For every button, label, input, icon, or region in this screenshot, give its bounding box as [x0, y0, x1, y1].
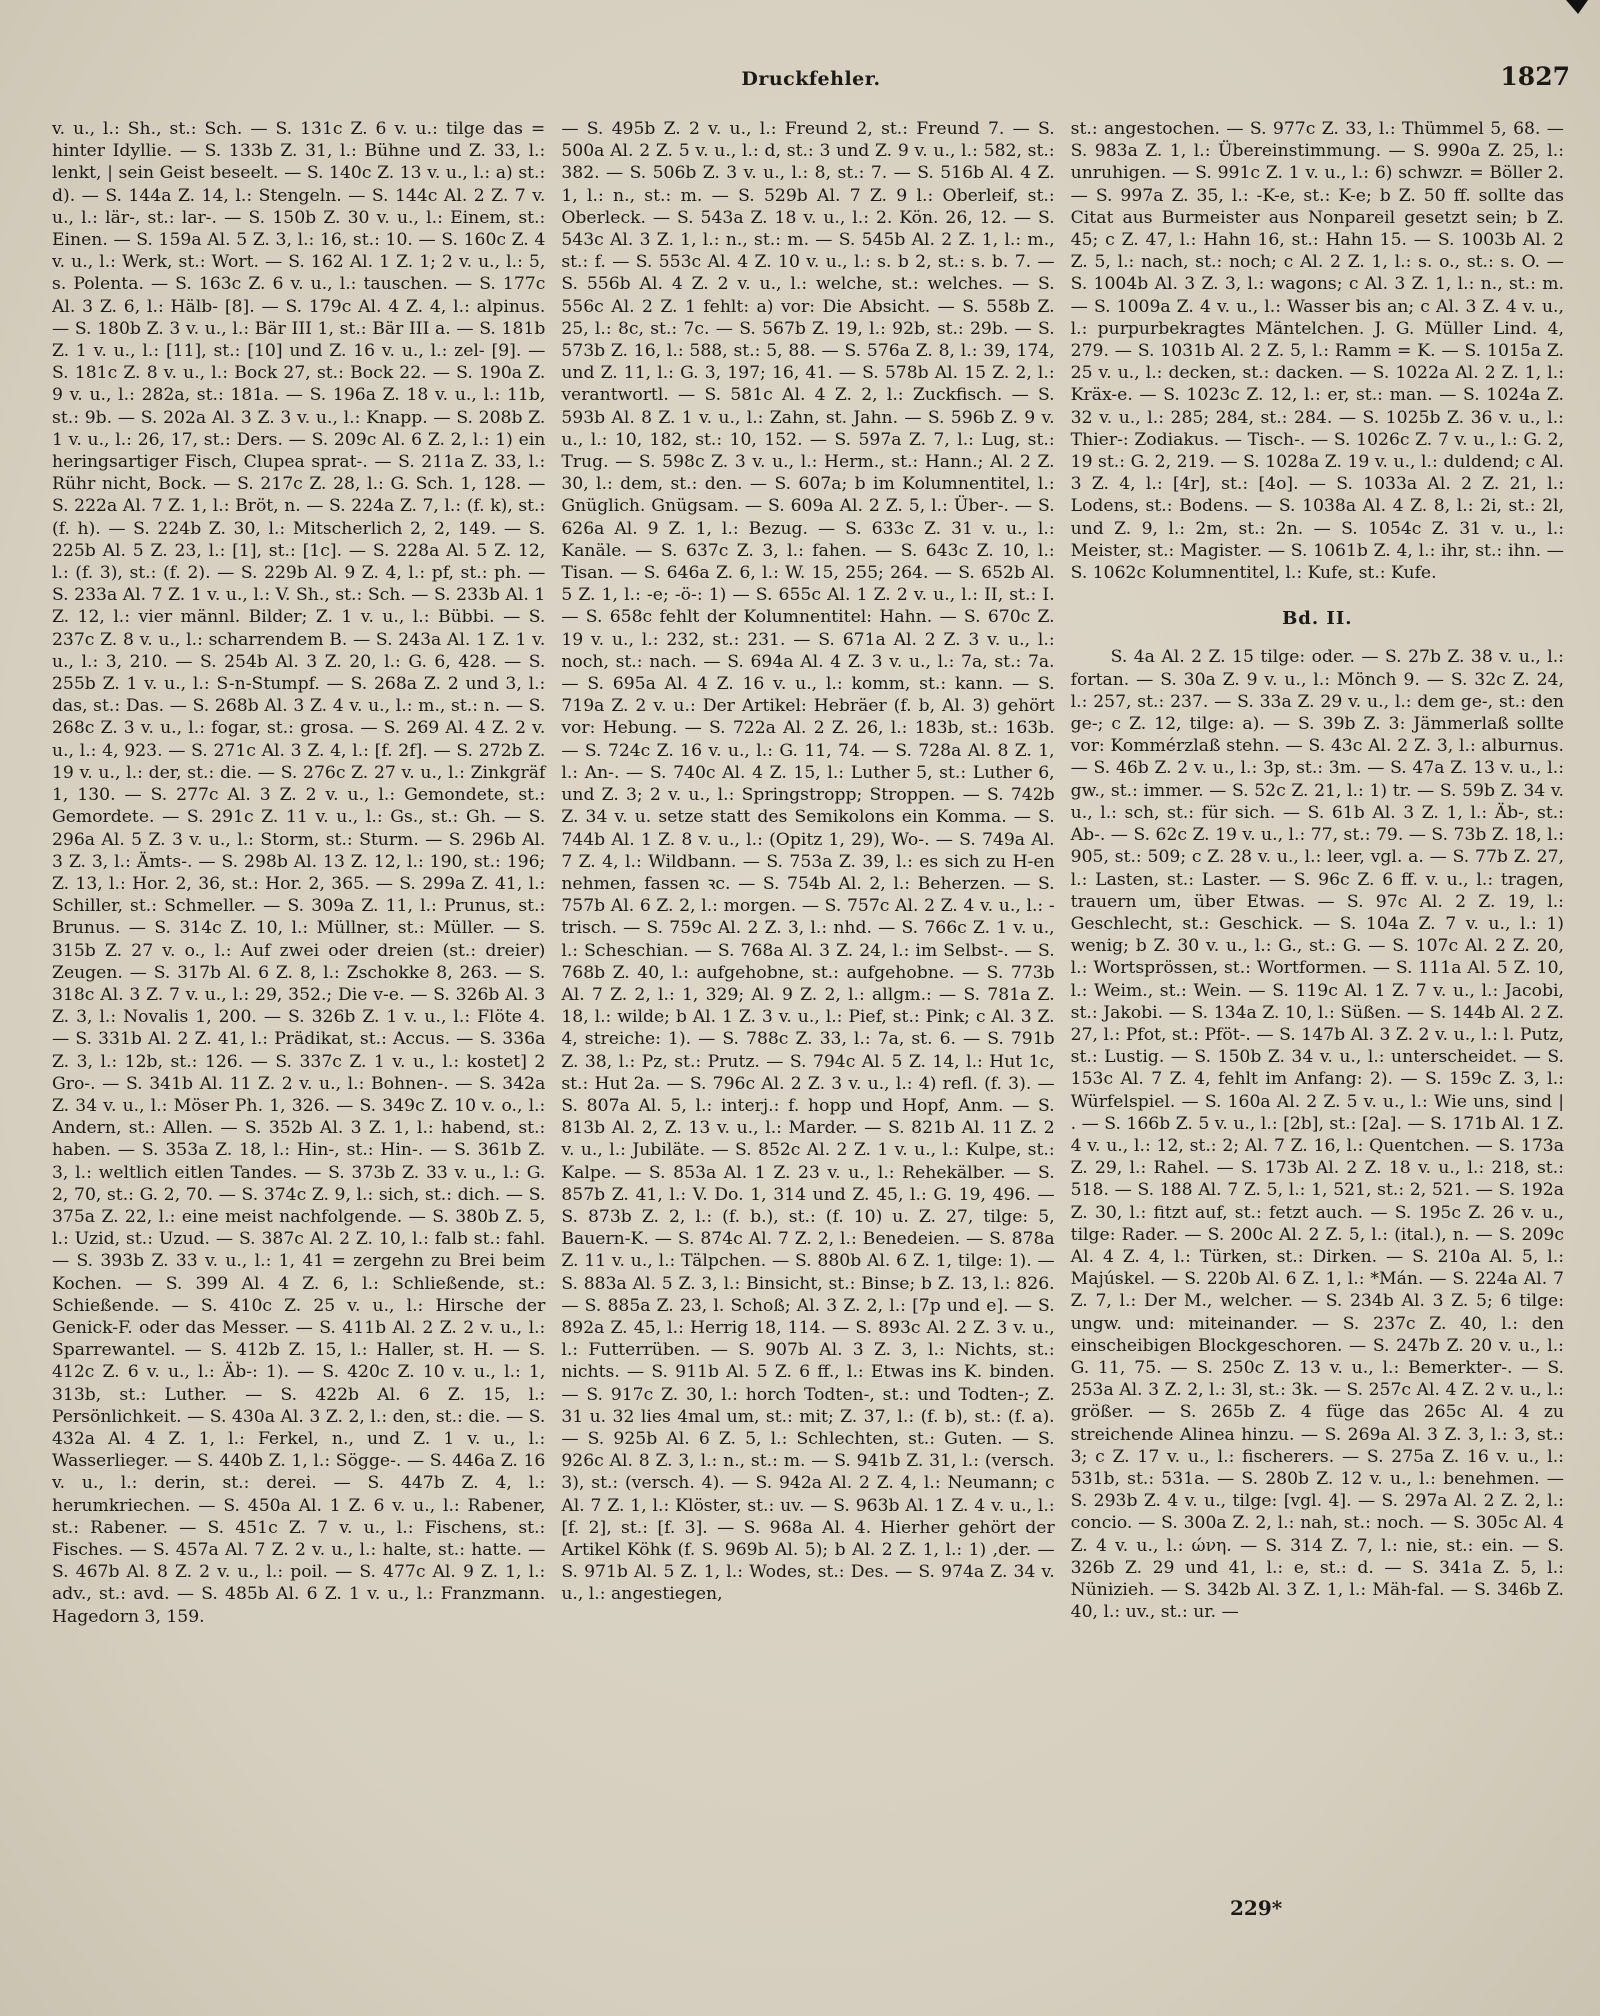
column-right-text-bottom: S. 4a Al. 2 Z. 15 tilge: oder. — S. 27b Z. 38 v. u., l.: fortan. — S. 30a Z. 9 v. u., l.: Mönch 9. — S. 32c Z. 24, l.: 257, st.: 237. — S. 33a Z. 29 v. u., l.: dem ge-, st.: den ge-; c Z. 12, tilge: a). — S. 39b Z. 3: Jämmerlaß sollte vor: Kommérzlaß stehn. — S. 43c Al. 2 Z. 3, l.: alburnus. — S. 46b Z. 2 v. u., l.: 3p, st.: 3m. — S. 47a Z. 13 v. u., l.: gw., st.: immer. — S. 52c Z. 21, l.: 1) tr. — S. 59b Z. 34 v. u., l.: sch, st.: für sich. — S. 61b Al. 3 Z. 1, l.: Äb-, st.: Ab-. — S. 62c Z. 19 v. u., l.: 77, st.: 79. — S. 73b Z. 18, l.: 905, st.: 509; c Z. 28 v. u., l.: leer, vgl. a. — S. 77b Z. 27, l.: Lasten, st.: Laster. — S. 96c Z. 6 ff. v. u., l.: tragen, trauern um, über Etwas. — S. 97c Al. 2 Z. 19, l.: Geschlecht, st.: Geschick. — S. 104a Z. 7 v. u., l.: 1) wenig; b Z. 30 v. u., l.: G., st.: G. — S. 107c Al. 2 Z. 20, l.: Wortsprössen, st.: Wortformen. — S. 111a Al. 5 Z. 10, l.: Weim., st.: Wein. — S. 119c Al. 1 Z. 7 v. u., l.: Jacobi, st.: Jakobi. — S. 134a Z. 10, l.: Süßen. — S. 144b Al. 2 Z. 27, l.: Pfot, st.: Pföt-. — S. 147b Al. 3 Z. 2 v. u., l.: l. Putz, st.: Lustig. — S. 150b Z. 34 v. u., l.: unterscheidet. — S. 153c Al. 7 Z. 4, fehlt im Anfang: 2). — S. 159c Z. 3, l.: Würfelspiel. — S. 160a Al. 2 Z. 5 v. u., l.: Wie uns, sind | . — S. 166b Z. 5 v. u., l.: [2b], st.: [2a]. — S. 171b Al. 1 Z. 4 v. u., l.: 12, st.: 2; Al. 7 Z. 16, l.: Quentchen. — S. 173a Z. 29, l.: Rahel. — S. 173b Al. 2 Z. 18 v. u., l.: 218, st.: 518. — S. 188 Al. 7 Z. 5, l.: 1, 521, st.: 2, 521. — S. 192a Z. 30, l.: fitzt auf, st.: fetzt auch. — S. 195c Z. 26 v. u., tilge: Rader. — S. 200c Al. 2 Z. 5, l.: (ital.), n. — S. 209c Al. 4 Z. 4, l.: Türken, st.: Dirken. — S. 210a Al. 5, l.: Majúskel. — S. 220b Al. 6 Z. 1, l.: *Mán. — S. 224a Al. 7 Z. 7, l.: Der M., welcher. — S. 234b Al. 3 Z. 5; 6 tilge: ungw. und: miteinander. — S. 237c Z. 40, l.: den einscheibigen Blockgeschoren. — S. 247b Z. 20 v. u., l.: G. 11, 75. — S. 250c Z. 13 v. u., l.: Bemerkter-. — S. 253a Al. 3 Z. 2, l.: 3l, st.: 3k. — S. 257c Al. 4 Z. 2 v. u., l.: größer. — S. 265b Z. 4 füge das 265c Al. 4 zu streichende Alinea hinzu. — S. 269a Al. 3 Z. 3, l.: 3, st.: 3; c Z. 17 v. u., l.: fischerers. — S. 275a Z. 16 v. u., l.: 531b, st.: 531a. — S. 280b Z. 12 v. u., l.: benehmen. — S. 293b Z. 4 v. u., tilge: [vgl. 4]. — S. 297a Al. 2 Z. 2, l.: concio. — S. 300a Z. 2, l.: nah, st.: noch. — S. 305c Al. 4 Z. 4 v. u., l.: ώνη. — S. 314 Z. 7, l.: nie, st.: ein. — S. 326b Z. 29 und 41, l.: e, st.: d. — S. 341a Z. 5, l.: Nünizieh. — S. 342b Al. 3 Z. 1, l.: Mäh-fal. — S. 346b Z. 40, l.: uv., st.: ur. — [1070, 647, 1564, 1623]
page-header [52, 62, 1570, 102]
signature-mark: 229* [1230, 1896, 1283, 1920]
column-right-text-top: st.: angestochen. — S. 977c Z. 33, l.: Thümmel 5, 68. — S. 983a Z. 1, l.: Übereinstimmung. — S. 990a Z. 25, l.: unruhigen. — S. 991c Z. 1 v. u., l.: 6) schwzr. = Böller 2. — S. 997a Z. 35, l.: -K-e, st.: K-e; b Z. 50 ff. sollte das Citat aus Burmeister aus Nonpareil gesetzt sein; b Z. 45; c Z. 47, l.: Hahn 16, st.: Hahn 15. — S. 1003b Al. 2 Z. 5, l.: nach, st.: noch; c Al. 2 Z. 1, l.: s. o., st.: s. O. — S. 1004b Al. 3 Z. 3, l.: wagons; c Al. 3 Z. 1, l.: n., st.: m. — S. 1009a Z. 4 v. u., l.: Wasser bis an; c Al. 3 Z. 4 v. u., l.: purpurbekragtes Mäntelchen. J. G. Müller Lind. 4, 279. — S. 1031b Al. 2 Z. 5, l.: Ramm = K. — S. 1015a Z. 25 v. u., l.: decken, st.: dacken. — S. 1022a Al. 2 Z. 1, l.: Kräx-e. — S. 1023c Z. 12, l.: er, st.: man. — S. 1024a Z. 32 v. u., l.: 285; 284, st.: 284. — S. 1025b Z. 36 v. u., l.: Thier-: Zodiakus. — Tisch-. — S. 1026c Z. 7 v. u., l.: G. 2, 19 st.: G. 2, 219. — S. 1028a Z. 19 v. u., l.: duldend; c Al. 3 Z. 4, l.: [4r], st.: [4o]. — S. 1033a Al. 2 Z. 21, l.: Lodens, st.: Bodens. — S. 1038a Al. 4 Z. 8, l.: 2i, st.: 2l, und Z. 9, l.: 2m, st.: 2n. — S. 1054c Z. 31 v. u., l.: Meister, st.: Magister. — S. 1061b Z. 4, l.: ihr, st.: ihn. — S. 1062c Kolumnentitel, l.: Kufe, st.: Kufe. [1070, 119, 1564, 584]
column-left-text: v. u., l.: Sh., st.: Sch. — S. 131c Z. 6 v. u.: tilge das = hinter Idyllie. — S. 133b Z. 31, l.: Bühne und Z. 33, l.: lenkt, | sein Geist beseelt. — S. 140c Z. 13 v. u., l.: a) st.: d). — S. 144a Z. 14, l.: Stengeln. — S. 144c Al. 2 Z. 7 v. u., l.: lär-, st.: lar-. — S. 150b Z. 30 v. u., l.: Einem, st.: Einen. — S. 159a Al. 5 Z. 3, l.: 16, st.: 10. — S. 160c Z. 4 v. u., l.: Werk, st.: Wort. — S. 162 Al. 1 Z. 1; 2 v. u., l.: 5, s. Polenta. — S. 163c Z. 6 v. u., l.: tauschen. — S. 177c Al. 3 Z. 6, l.: Hälb- [8]. — S. 179c Al. 4 Z. 4, l.: alpinus. — S. 180b Z. 3 v. u., l.: Bär III 1, st.: Bär III a. — S. 181b Z. 1 v. u., l.: [11], st.: [10] und Z. 16 v. u., l.: zel- [9]. — S. 181c Z. 8 v. u., l.: Bock 27, st.: Bock 22. — S. 190a Z. 9 v. u., l.: 282a, st.: 181a. — S. 196a Z. 18 v. u., l.: 11b, st.: 9b. — S. 202a Al. 3 Z. 3 v. u., l.: Knapp. — S. 208b Z. 1 v. u., l.: 26, 17, st.: Ders. — S. 209c Al. 6 Z. 2, l.: 1) ein heringsartiger Fisch, Clupea sprat-. — S. 211a Z. 33, l.: Rühr nicht, Bock. — S. 217c Z. 28, l.: G. Sch. 1, 128. — S. 222a Al. 7 Z. 1, l.: Bröt, n. — S. 224a Z. 7, l.: (f. k), st.: (f. h). — S. 224b Z. 30, l.: Mitscherlich 2, 2, 149. — S. 225b Al. 5 Z. 23, l.: [1], st.: [1c]. — S. 228a Al. 5 Z. 12, l.: (f. 3), st.: (f. 2). — S. 229b Al. 9 Z. 4, l.: pf, st.: ph. — S. 233a Al. 7 Z. 1 v. u., l.: V. Sh., st.: Sch. — S. 233b Al. 1 Z. 12, l.: vier männl. Bilder; Z. 1 v. u., l.: Bübbi. — S. 237c Z. 8 v. u., l.: scharrendem B. — S. 243a Al. 1 Z. 1 v. u., l.: 3, 210. — S. 254b Al. 3 Z. 20, l.: G. 6, 428. — S. 255b Z. 1 v. u., l.: S-n-Stumpf. — S. 268a Z. 2 und 3, l.: das, st.: Das. — S. 268b Al. 3 Z. 4 v. u., l.: m., st.: n. — S. 268c Z. 3 v. u., l.: fogar, st.: grosa. — S. 269 Al. 4 Z. 2 v. u., l.: 4, 923. — S. 271c Al. 3 Z. 4, l.: [f. 2f]. — S. 272b Z. 19 v. u., l.: der, st.: die. — S. 276c Z. 27 v. u., l.: Zinkgräf 1, 130. — S. 277c Al. 3 Z. 2 v. u., l.: Gemondete, st.: Gemordete. — S. 291c Z. 11 v. u., l.: Gs., st.: Gh. — S. 296a Al. 5 Z. 3 v. u., l.: Storm, st.: Sturm. — S. 296b Al. 3 Z. 3, l.: Ämts-. — S. 298b Al. 13 Z. 12, l.: 190, st.: 196; Z. 13, l.: Hor. 2, 36, st.: Hor. 2, 365. — S. 299a Z. 41, l.: Schiller, st.: Schmeller. — S. 309a Z. 11, l.: Prunus, st.: Brunus. — S. 314c Z. 10, l.: Müllner, st.: Müller. — S. 315b Z. 27 v. o., l.: Auf zwei oder dreien (st.: dreier) Zeugen. — S. 317b Al. 6 Z. 8, l.: Zschokke 8, 263. — S. 318c Al. 3 Z. 7 v. u., l.: 29, 352.; Die v-e. — S. 326b Al. 3 Z. 3, l.: Novalis 1, 200. — S. 326b Z. 1 v. u., l.: Flöte 4. — S. 331b Al. 2 Z. 41, l.: Prädikat, st.: Accus. — S. 336a Z. 3, l.: 12b, st.: 126. — S. 337c Z. 1 v. u., l.: kostet] 2 Gro-. — S. 341b Al. 11 Z. 2 v. u., l.: Bohnen-. — S. 342a Z. 34 v. u., l.: Möser Ph. 1, 326. — S. 349c Z. 10 v. o., l.: Andern, st.: Allen. — S. 352b Al. 3 Z. 1, l.: habend, st.: haben. — S. 353a Z. 18, l.: Hin-, st.: Hin-. — S. 361b Z. 3, l.: weltlich eitlen Tandes. — S. 373b Z. 33 v. u., l.: G. 2, 70, st.: G. 2, 70. — S. 374c Z. 9, l.: sich, st.: dich. — S. 375a Z. 22, l.: eine meist nachfolgende. — S. 380b Z. 5, l.: Uzid, st.: Uzud. — S. 387c Al. 2 Z. 10, l.: falb st.: fahl. — S. 393b Z. 33 v. u., l.: 1, 41 = zergehn zu Brei beim Kochen. — S. 399 Al. 4 Z. 6, l.: Schließende, st.: Schießende. — S. 410c Z. 25 v. u., l.: Hirsche der Genick-F. oder das Messer. — S. 411b Al. 2 Z. 2 v. u., l.: Sparrewantel. — S. 412b Z. 15, l.: Haller, st. H. — S. 412c Z. 6 v. u., l.: Äb-: 1). — S. 420c Z. 10 v. u., l.: 1, 313b, st.: Luther. — S. 422b Al. 6 Z. 15, l.: Persönlichkeit. — S. 430a Al. 3 Z. 2, l.: den, st.: die. — S. 432a Al. 4 Z. 1, l.: Ferkel, n., und Z. 1 v. u., l.: Wasserlieger. — S. 440b Z. 1, l.: Sögge-. — S. 446a Z. 16 v. u., l.: derin, st.: derei. — S. 447b Z. 4, l.: herumkriechen. — S. 450a Al. 1 Z. 6 v. u., l.: Rabener, st.: Rabener. — S. 451c Z. 7 v. u., l.: Fischens, st.: Fisches. — S. 457a Al. 7 Z. 2 v. u., l.: halte, st.: hatte. — S. 467b Al. 8 Z. 2 v. u., l.: poil. — S. 477c Al. 9 Z. 1, l.: adv., st.: avd. — S. 485b Al. 6 Z. 1 v. u., l.: Franzmann. Hagedorn 3, 159. [52, 119, 546, 1627]
column-middle-text: — S. 495b Z. 2 v. u., l.: Freund 2, st.: Freund 7. — S. 500a Al. 2 Z. 5 v. u., l.: d, st.: 3 und Z. 9 v. u., l.: 582, st.: 382. — S. 506b Z. 3 v. u., l.: 8, st.: 7. — S. 516b Al. 4 Z. 1, l.: n., st.: m. — S. 529b Al. 7 Z. 9 l.: Oberleif, st.: Oberleck. — S. 543a Z. 18 v. u., l.: 2. Kön. 26, 12. — S. 543c Al. 3 Z. 1, l.: n., st.: m. — S. 545b Al. 2 Z. 1, l.: m., st.: f. — S. 553c Al. 4 Z. 10 v. u., l.: s. b 2, st.: s. b. 7. — S. 556b Al. 4 Z. 2 v. u., l.: welche, st.: welches. — S. 556c Al. 2 Z. 1 fehlt: a) vor: Die Absicht. — S. 558b Z. 25, l.: 8c, st.: 7c. — S. 567b Z. 19, l.: 92b, st.: 29b. — S. 573b Z. 16, l.: 588, st.: 5, 88. — S. 576a Z. 8, l.: 39, 174, und Z. 11, l.: G. 3, 197; 16, 41. — S. 578b Al. 15 Z. 2, l.: verantwortl. — S. 581c Al. 4 Z. 2, l.: Zuckfisch. — S. 593b Al. 8 Z. 1 v. u., l.: Zahn, st. Jahn. — S. 596b Z. 9 v. u., l.: 10, 182, st.: 10, 152. — S. 597a Z. 7, l.: Lug, st.: Trug. — S. 598c Z. 3 v. u., l.: Herm., st.: Hann.; Al. 2 Z. 30, l.: dem, st.: den. — S. 607a; b im Kolumnentitel, l.: Gnüglich. Gnügsam. — S. 609a Al. 2 Z. 5, l.: Über-. — S. 626a Al. 9 Z. 1, l.: Bezug. — S. 633c Z. 31 v. u., l.: Kanäle. — S. 637c Z. 3, l.: fahen. — S. 643c Z. 10, l.: Tisan. — S. 646a Z. 6, l.: W. 15, 255; 264. — S. 652b Al. 5 Z. 1, l.: -e; -ö-: 1) — S. 655c Al. 1 Z. 2 v. u., l.: II, st.: I. — S. 658c fehlt der Kolumnentitel: Hahn. — S. 670c Z. 19 v. u., l.: 232, st.: 231. — S. 671a Al. 2 Z. 3 v. u., l.: noch, st.: nach. — S. 694a Al. 4 Z. 3 v. u., l.: 7a, st.: 7a. — S. 695a Al. 4 Z. 16 v. u., l.: komm, st.: kann. — S. 719a Z. 2 v. u.: Der Artikel: Hebräer (f. b, Al. 3) gehört vor: Hebung. — S. 722a Al. 2 Z. 26, l.: 183b, st.: 163b. — S. 724c Z. 16 v. u., l.: G. 11, 74. — S. 728a Al. 8 Z. 1, l.: An-. — S. 740c Al. 4 Z. 15, l.: Luther 5, st.: Luther 6, und Z. 3; 2 v. u., l.: Springstropp; Stroppen. — S. 742b Z. 34 v. u. setze statt des Semikolons ein Komma. — S. 744b Al. 1 Z. 8 v. u., l.: (Opitz 1, 29), Wo-. — S. 749a Al. 7 Z. 4, l.: Wildbann. — S. 753a Z. 39, l.: es sich zu H-en nehmen, fassen ꝛc. — S. 754b Al. 2, l.: Beherzen. — S. 757b Al. 6 Z. 2, l.: morgen. — S. 757c Al. 2 Z. 4 v. u., l.: -trisch. — S. 759c Al. 2 Z. 3, l.: nhd. — S. 766c Z. 1 v. u., l.: Scheschian. — S. 768a Al. 3 Z. 24, l.: im Selbst-. — S. 768b Z. 40, l.: aufgehobne, st.: aufgehobne. — S. 773b Al. 7 Z. 2, l.: 1, 329; Al. 9 Z. 2, l.: allgm.: — S. 781a Z. 18, l.: wilde; b Al. 1 Z. 3 v. u., l.: Pief, st.: Pink; c Al. 3 Z. 4, streiche: 1). — S. 788c Z. 33, l.: 7a, st. 6. — S. 791b Z. 38, l.: Pz, st.: Prutz. — S. 794c Al. 5 Z. 14, l.: Hut 1c, st.: Hut 2a. — S. 796c Al. 2 Z. 3 v. u., l.: 4) refl. (f. 3). — S. 807a Al. 5, l.: interj.: f. hopp und Hopf, Anm. — S. 813b Al. 2, Z. 13 v. u., l.: Marder. — S. 821b Al. 11 Z. 2 v. u., l.: Jubiläte. — S. 852c Al. 2 Z. 1 v. u., l.: Kulpe, st.: Kalpe. — S. 853a Al. 1 Z. 23 v. u., l.: Rehekälber. — S. 857b Z. 41, l.: V. Do. 1, 314 und Z. 45, l.: G. 19, 496. — S. 873b Z. 2, l.: (f. b.), st.: (f. 10) u. Z. 27, tilge: 5, Bauern-K. — S. 874c Al. 7 Z. 2, l.: Benedeien. — S. 878a Z. 11 v. u., l.: Tälpchen. — S. 880b Al. 6 Z. 1, tilge: 1). — S. 883a Al. 5 Z. 3, l.: Binsicht, st.: Binse; b Z. 13, l.: 826. — S. 885a Z. 23, l. Schoß; Al. 3 Z. 2, l.: [7p und e]. — S. 892a Z. 45, l.: Herrig 18, 114. — S. 893c Al. 2 Z. 3 v. u., l.: Futterrüben. — S. 907b Al. 3 Z. 3, l.: Nichts, st.: nichts. — S. 911b Al. 5 Z. 6 ff., l.: Etwas ins K. binden. — S. 917c Z. 30, l.: horch Todten-, st.: und Todten-; Z. 31 u. 32 lies 4mal um, st.: mit; Z. 37, l.: (f. b), st.: (f. a). — S. 925b Al. 6 Z. 5, l.: Schlechten, st.: Guten. — S. 926c Al. 8 Z. 3, l.: n., st.: m. — S. 941b Z. 31, l.: (versch. 3), st.: (versch. 4). — S. 942a Al. 2 Z. 4, l.: Neumann; c Al. 7 Z. 1, l.: Klöster, st.: uv. — S. 963b Al. 1 Z. 4 v. u., l.: [f. 2], st.: [f. 3]. — S. 968a Al. 4. Hierher gehört der Artikel Köhk (f. S. 969b Al. 5); b Al. 2 Z. 1, l.: 1) ,der. — S. 971b Al. 5 Z. 1, l.: Wodes, st.: Des. — S. 974a Z. 34 v. u., l.: angestiegen, [561, 119, 1055, 1605]
page-number: 1827 [1500, 62, 1570, 91]
column-left [52, 118, 545, 1918]
column-right [1071, 118, 1564, 1918]
text-columns [52, 118, 1564, 1918]
section-heading: Bd. II. [1282, 608, 1353, 630]
running-title: Druckfehler. [741, 68, 881, 90]
column-middle [561, 118, 1054, 1918]
corner-mark [1566, 0, 1588, 14]
